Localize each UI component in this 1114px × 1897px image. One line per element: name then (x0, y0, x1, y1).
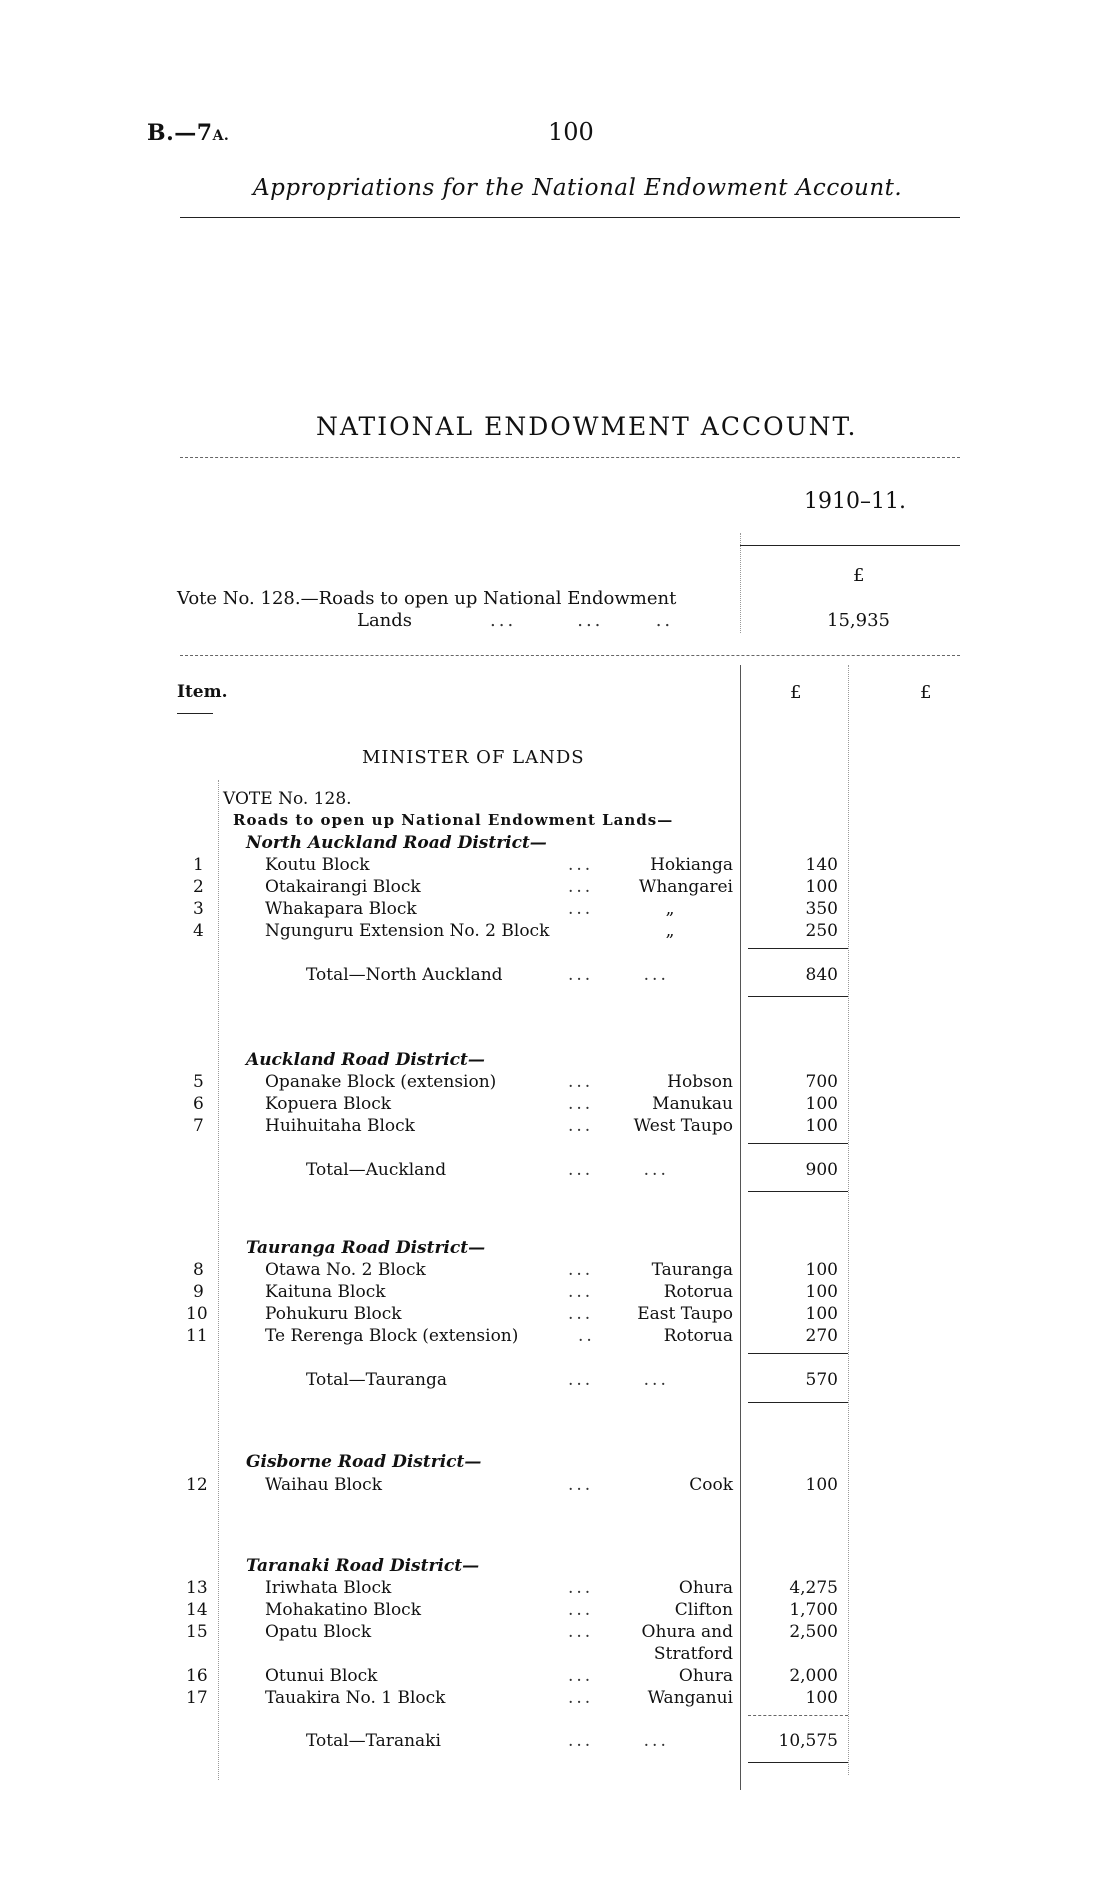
county-name: Manukau (652, 1094, 733, 1114)
block-name: Whakapara Block (265, 899, 417, 919)
subtotal-rule (748, 1715, 848, 1716)
block-name: Tauakira No. 1 Block (265, 1688, 446, 1708)
document-reference (147, 120, 229, 146)
row-leader: ... (568, 1304, 594, 1324)
item-number: 9 (193, 1282, 204, 1302)
document-reference-code: B.—7 (147, 120, 213, 146)
block-name: Kopuera Block (265, 1094, 392, 1114)
block-name: Waihau Block (265, 1475, 382, 1495)
total-leader: ... ... (568, 1731, 669, 1751)
amount-value: 100 (805, 1688, 838, 1708)
amount-value: 2,000 (789, 1666, 838, 1686)
block-name: Mohakatino Block (265, 1600, 422, 1620)
amount-value: 100 (805, 1094, 838, 1114)
item-number: 4 (193, 921, 204, 941)
summary-vote-label: Vote No. 128.—Roads to open up National Endowment (177, 588, 677, 609)
block-name: Ngunguru Extension No. 2 Block (265, 921, 550, 941)
item-number: 17 (186, 1688, 208, 1708)
block-name: Koutu Block (265, 855, 370, 875)
total-rule (748, 1191, 848, 1192)
year-heading: 1910–11. (804, 489, 906, 514)
subtotal-rule (748, 1143, 848, 1144)
county-name-continued: Stratford (653, 1644, 733, 1664)
row-leader: ... (568, 1666, 594, 1686)
item-number: 16 (186, 1666, 208, 1686)
row-leader: ... (568, 1282, 594, 1302)
block-name: Otakairangi Block (265, 877, 421, 897)
county-name: Rotorua (663, 1282, 733, 1302)
amount-value: 100 (805, 1304, 838, 1324)
title-rule (180, 457, 960, 458)
item-header-rule (177, 713, 213, 714)
amount-column-currency: £ (790, 682, 802, 703)
total-rule (748, 1762, 848, 1763)
summary-amount: 15,935 (827, 610, 890, 631)
summary-divider (740, 533, 741, 633)
block-name: Pohukuru Block (265, 1304, 402, 1324)
county-name: Clifton (674, 1600, 733, 1620)
ministry-heading: MINISTER OF LANDS (362, 747, 585, 768)
total-label: Total—Tauranga (306, 1370, 447, 1390)
block-name: Iriwhata Block (265, 1578, 392, 1598)
vote-number: VOTE No. 128. (223, 789, 352, 809)
amount-value: 100 (805, 1260, 838, 1280)
table-top-rule (180, 655, 960, 656)
amount-column-left-divider (740, 665, 741, 1790)
row-leader: ... (568, 1578, 594, 1598)
item-number: 10 (186, 1304, 208, 1324)
block-name: Opatu Block (265, 1622, 372, 1642)
item-column-divider (218, 780, 219, 1780)
total-label: Total—Auckland (306, 1160, 447, 1180)
county-name: Tauranga (651, 1260, 733, 1280)
row-leader: ... (568, 899, 594, 919)
item-number: 1 (193, 855, 204, 875)
county-name: „ (665, 899, 675, 919)
page-subtitle: Appropriations for the National Endowment Account. (253, 175, 903, 201)
subtotal-rule (748, 948, 848, 949)
total-rule (748, 1402, 848, 1403)
row-leader: ... (568, 1116, 594, 1136)
item-number: 11 (186, 1326, 208, 1346)
row-leader: ... (568, 877, 594, 897)
summary-currency: £ (853, 565, 865, 586)
subtotal-rule (748, 1353, 848, 1354)
document-reference-suffix: A. (212, 128, 230, 144)
county-name: East Taupo (637, 1304, 733, 1324)
row-leader: ... (568, 1094, 594, 1114)
row-leader: ... (568, 1475, 594, 1495)
main-title: NATIONAL ENDOWMENT ACCOUNT. (316, 412, 858, 441)
county-name: Ohura and (641, 1622, 733, 1642)
block-name: Opanake Block (extension) (265, 1072, 497, 1092)
total-rule (748, 996, 848, 997)
total-value: 840 (805, 965, 838, 985)
county-name: Whangarei (638, 877, 733, 897)
year-rule (740, 545, 960, 546)
block-name: Kaituna Block (265, 1282, 386, 1302)
amount-value: 100 (805, 1116, 838, 1136)
county-name: Wanganui (647, 1688, 733, 1708)
block-name: Otawa No. 2 Block (265, 1260, 426, 1280)
county-name: Cook (689, 1475, 733, 1495)
county-name: Ohura (678, 1666, 733, 1686)
summary-leader: ... ... .. (490, 610, 674, 631)
page-number: 100 (548, 118, 594, 146)
item-number: 15 (186, 1622, 208, 1642)
item-number: 5 (193, 1072, 204, 1092)
vote-heading: Roads to open up National Endowment Lands— (233, 811, 674, 829)
row-leader: ... (568, 855, 594, 875)
amount-value: 270 (805, 1326, 838, 1346)
item-number: 13 (186, 1578, 208, 1598)
county-name: Rotorua (663, 1326, 733, 1346)
item-number: 14 (186, 1600, 208, 1620)
item-number: 2 (193, 877, 204, 897)
row-leader: ... (568, 1688, 594, 1708)
county-name: Ohura (678, 1578, 733, 1598)
district-heading: Tauranga Road District— (246, 1238, 486, 1258)
item-number: 6 (193, 1094, 204, 1114)
block-name: Te Rerenga Block (extension) (265, 1326, 519, 1346)
amount-value: 1,700 (789, 1600, 838, 1620)
row-leader: ... (568, 1622, 594, 1642)
amount-value: 350 (805, 899, 838, 919)
amount-value: 2,500 (789, 1622, 838, 1642)
amount-value: 250 (805, 921, 838, 941)
total-value: 900 (805, 1160, 838, 1180)
amount-value: 4,275 (789, 1578, 838, 1598)
amount-column-right-divider (848, 665, 849, 1775)
row-leader: ... (568, 1260, 594, 1280)
total-label: Total—Taranaki (306, 1731, 441, 1751)
item-column-header: Item. (177, 682, 228, 702)
row-leader: ... (568, 1600, 594, 1620)
county-name: Hokianga (650, 855, 733, 875)
total-value: 570 (805, 1370, 838, 1390)
header-rule (180, 217, 960, 218)
amount-value: 100 (805, 1282, 838, 1302)
amount-value: 140 (805, 855, 838, 875)
district-heading: Auckland Road District— (246, 1050, 485, 1070)
row-leader: ... (568, 1072, 594, 1092)
total-value: 10,575 (778, 1731, 838, 1751)
district-heading: Taranaki Road District— (246, 1556, 480, 1576)
county-name: „ (665, 921, 675, 941)
item-number: 7 (193, 1116, 204, 1136)
item-number: 3 (193, 899, 204, 919)
summary-vote-label-cont: Lands (357, 610, 413, 631)
block-name: Otunui Block (265, 1666, 378, 1686)
amount-value: 100 (805, 877, 838, 897)
district-heading: Gisborne Road District— (246, 1452, 482, 1472)
total-label: Total—North Auckland (306, 965, 503, 985)
row-leader: .. (578, 1326, 595, 1346)
item-number: 8 (193, 1260, 204, 1280)
block-name: Huihuitaha Block (265, 1116, 415, 1136)
total-column-currency: £ (920, 682, 932, 703)
amount-value: 100 (805, 1475, 838, 1495)
item-number: 12 (186, 1475, 208, 1495)
total-leader: ... ... (568, 965, 669, 985)
district-heading: North Auckland Road District— (246, 833, 547, 853)
total-leader: ... ... (568, 1370, 669, 1390)
county-name: Hobson (667, 1072, 733, 1092)
amount-value: 700 (805, 1072, 838, 1092)
county-name: West Taupo (633, 1116, 733, 1136)
total-leader: ... ... (568, 1160, 669, 1180)
